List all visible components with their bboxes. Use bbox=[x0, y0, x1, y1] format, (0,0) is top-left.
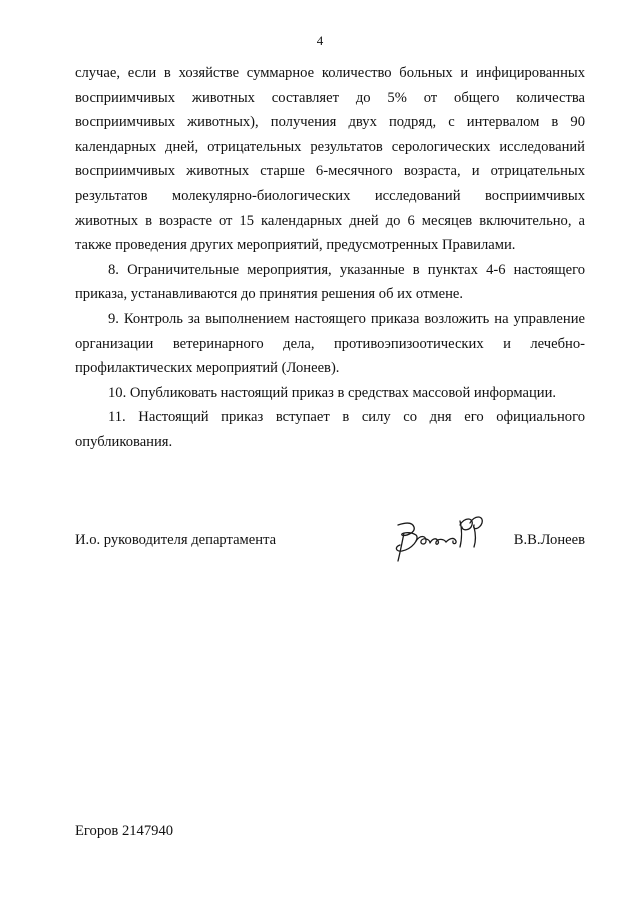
paragraph-item-11: 11. Настоящий приказ вступает в силу со дня его официального опубликования. bbox=[75, 409, 585, 450]
paragraph-item-9: 9. Контроль за выполнением настоящего приказа возложить на управление организации ветеринарного дела, противоэпизоотических и лечебно-профилактических мероприятий (Лонеев). bbox=[75, 310, 585, 377]
paragraph-continuation: случае, если в хозяйстве суммарное количество больных и инфицированных восприимчивых животных составляет до 5% от общего количества восприимчивых животных), получения двух подряд, с интервалом в 90 календарных дней, отрицательных результатов серологических исследований восприимчивых животных старше 6-месячного возраста, и отрицательных результатов молекулярно-биологических исследований восприимчивых животных в возрасте от 15 календарных дней до 6 месяцев включительно, а также проведения других мероприятий, предусмотренных Правилами. bbox=[75, 65, 585, 254]
executor-contact: Егоров 2147940 bbox=[75, 823, 174, 839]
signatory-position: И.о. руководителя департамента bbox=[75, 532, 277, 548]
page-number: 4 bbox=[316, 33, 324, 48]
handwritten-signature-icon bbox=[390, 511, 500, 563]
paragraph-item-10: 10. Опубликовать настоящий приказ в средствах массовой информации. bbox=[108, 384, 557, 401]
signatory-name: В.В.Лонеев bbox=[513, 532, 585, 548]
signature-block bbox=[75, 517, 585, 567]
paragraph-item-8: 8. Ограничительные мероприятия, указанные в пунктах 4-6 настоящего приказа, устанавливаются до принятия решения об их отмене. bbox=[75, 261, 585, 303]
document-body bbox=[75, 61, 585, 455]
